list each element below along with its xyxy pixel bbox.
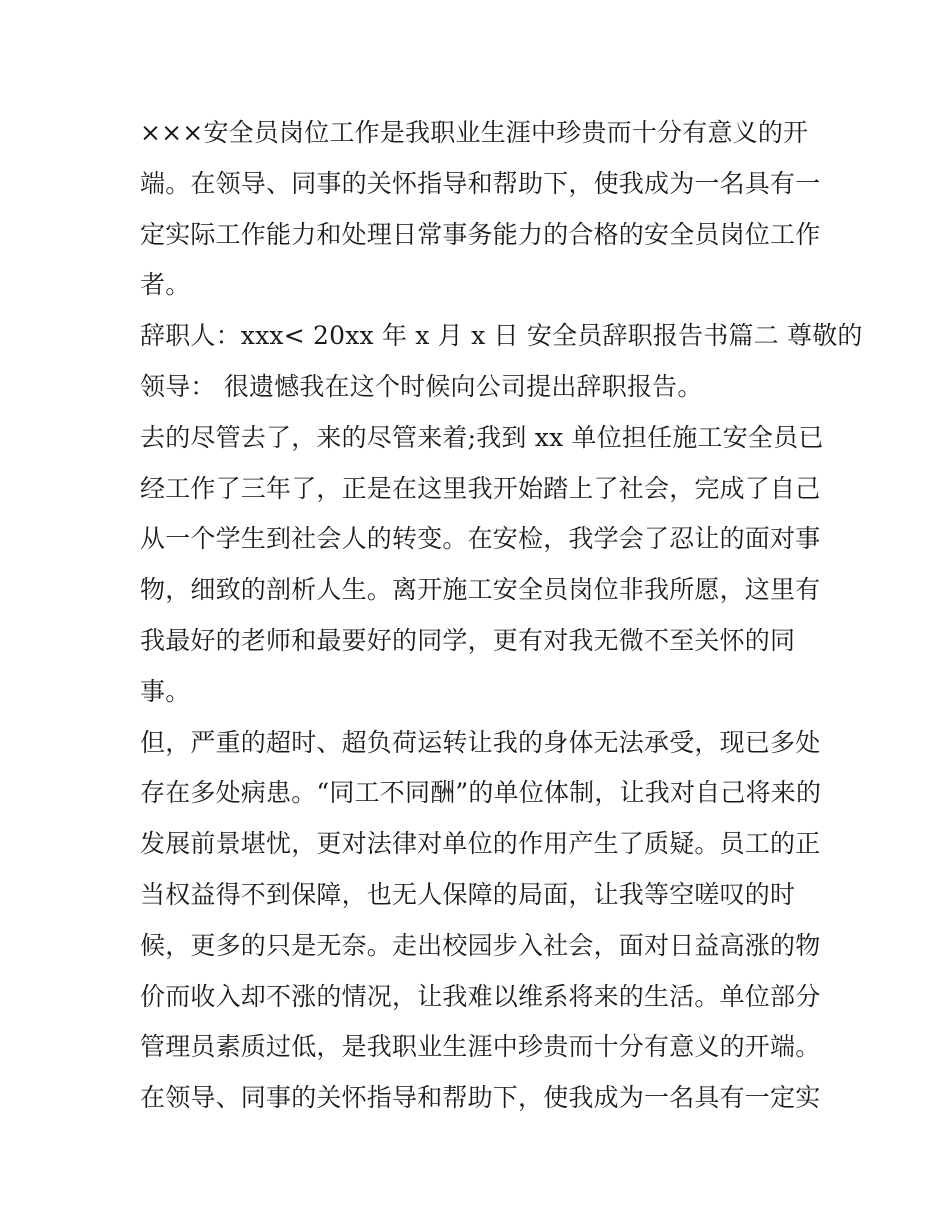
text-line: 但，严重的超时、超负荷运转让我的身体无法承受，现已多处 <box>140 727 821 757</box>
text-line: 当权益得不到保障，也无人保障的局面，让我等空嗟叹的时 <box>140 879 796 909</box>
text-line: 存在多处病患。“同工不同酬”的单位体制，让我对自己将来的 <box>140 778 822 808</box>
text-line: 领导： 很遗憾我在这个时候向公司提出辞职报告。 <box>140 371 703 401</box>
text-line: ×××安全员岗位工作是我职业生涯中珍贵而十分有意义的开 <box>140 118 809 147</box>
text-line: 物，细致的剖析人生。离开施工安全员岗位非我所愿，这里有 <box>140 575 821 605</box>
text-line: 经工作了三年了，正是在这里我开始踏上了社会，完成了自己 <box>140 473 821 503</box>
text-line: 我最好的老师和最要好的同学，更有对我无微不至关怀的同 <box>140 625 796 655</box>
text-line: 者。 <box>140 270 191 300</box>
text-line: 从一个学生到社会人的转变。在安检，我学会了忍让的面对事 <box>140 524 821 554</box>
text-line: 候，更多的只是无奈。走出校园步入社会，面对日益高涨的物 <box>140 930 821 960</box>
text-line: 端。在领导、同事的关怀指导和帮助下，使我成为一名具有一 <box>140 168 821 198</box>
text-line: 管理员素质过低，是我职业生涯中珍贵而十分有意义的开端。 <box>140 1032 821 1062</box>
text-line: 定实际工作能力和处理日常事务能力的合格的安全员岗位工作 <box>140 219 821 249</box>
text-line: 发展前景堪忧，更对法律对单位的作用产生了质疑。员工的正 <box>140 829 821 859</box>
text-line: 去的尽管去了，来的尽管来着;我到 xx 单位担任施工安全员已 <box>140 422 824 452</box>
text-line: 事。 <box>140 676 191 706</box>
text-line: 辞职人：xxx< 20xx 年 x 月 x 日 安全员辞职报告书篇二 尊敬的 <box>140 321 863 351</box>
text-line: 价而收入却不涨的情况，让我难以维系将来的生活。单位部分 <box>140 981 821 1011</box>
text-line: 在领导、同事的关怀指导和帮助下，使我成为一名具有一定实 <box>140 1083 821 1113</box>
document-body <box>140 108 863 1124</box>
